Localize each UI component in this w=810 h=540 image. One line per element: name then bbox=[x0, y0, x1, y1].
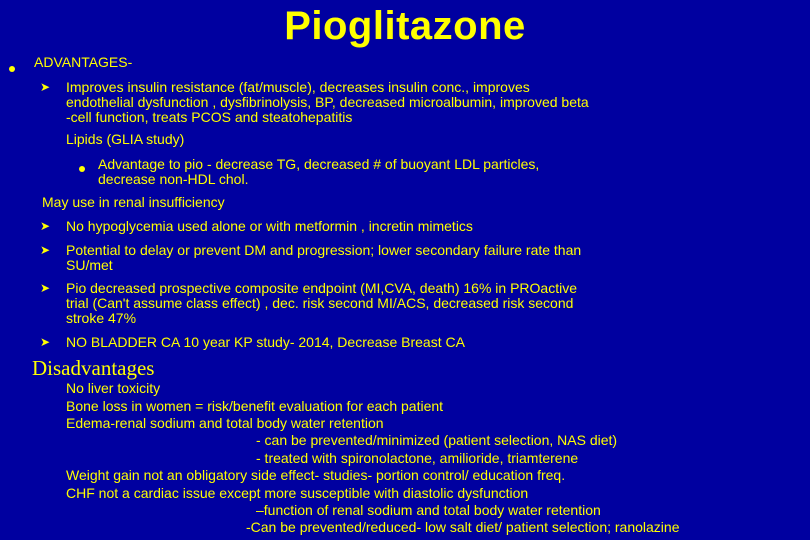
disadv-line-5: - treated with spironolactone, amilioride, triamterene bbox=[256, 450, 579, 466]
disadv-line-2: Bone loss in women = risk/benefit evaluation for each patient bbox=[66, 398, 444, 414]
disadv-line-1: No liver toxicity bbox=[66, 380, 161, 396]
improves-line-2: endothelial dysfunction , dysfibrinolysis, BP, decreased microalbumin, improved beta bbox=[66, 94, 589, 110]
delay-line-2: SU/met bbox=[66, 257, 113, 273]
arrowhead-bullet-icon: ➤ bbox=[40, 281, 51, 295]
slide-title bbox=[0, 4, 810, 49]
proactive-line-3: stroke 47% bbox=[66, 310, 137, 326]
disadv-line-7: CHF not a cardiac issue except more susceptible with diastolic dysfunction bbox=[66, 485, 529, 501]
improves-line-1: Improves insulin resistance (fat/muscle), decreases insulin conc., improves bbox=[66, 79, 530, 95]
lipids-heading: Lipids (GLIA study) bbox=[66, 131, 185, 147]
advantages-bullet-icon bbox=[9, 59, 15, 77]
improves-line-3: -cell function, treats PCOS and steatohepatitis bbox=[66, 109, 353, 125]
lipids-line-2: decrease non-HDL chol. bbox=[98, 171, 249, 187]
proactive-line-2: trial (Can't assume class effect) , dec. risk second MI/ACS, decreased risk second bbox=[66, 295, 574, 311]
disadv-line-9: -Can be prevented/reduced- low salt diet/ patient selection; ranolazine bbox=[246, 519, 680, 535]
arrowhead-bullet-icon: ➤ bbox=[40, 219, 51, 233]
arrowhead-bullet-icon: ➤ bbox=[40, 335, 51, 349]
round-bullet-icon bbox=[79, 159, 85, 177]
disadv-line-6: Weight gain not an obligatory side effect- studies- portion control/ education freq. bbox=[66, 467, 566, 483]
disadv-line-3: Edema-renal sodium and total body water retention bbox=[66, 415, 384, 431]
slide-title-text: Pioglitazone bbox=[284, 4, 526, 48]
arrowhead-bullet-icon: ➤ bbox=[40, 243, 51, 257]
disadv-line-8: –function of renal sodium and total body water retention bbox=[256, 502, 601, 518]
disadv-line-4: - can be prevented/minimized (patient selection, NAS diet) bbox=[256, 432, 618, 448]
delay-line-1: Potential to delay or prevent DM and progression; lower secondary failure rate than bbox=[66, 242, 582, 258]
hypoglycemia-line: No hypoglycemia used alone or with metformin , incretin mimetics bbox=[66, 218, 473, 234]
proactive-line-1: Pio decreased prospective composite endpoint (MI,CVA, death) 16% in PROactive bbox=[66, 280, 577, 296]
arrowhead-bullet-icon: ➤ bbox=[40, 80, 51, 94]
bladder-line: NO BLADDER CA 10 year KP study- 2014, Decrease Breast CA bbox=[66, 334, 465, 350]
renal-line: May use in renal insufficiency bbox=[42, 194, 225, 210]
advantages-heading: ADVANTAGES- bbox=[34, 54, 133, 70]
disadvantages-heading: Disadvantages bbox=[32, 356, 155, 380]
lipids-line-1: Advantage to pio - decrease TG, decreased # of buoyant LDL particles, bbox=[98, 156, 540, 172]
